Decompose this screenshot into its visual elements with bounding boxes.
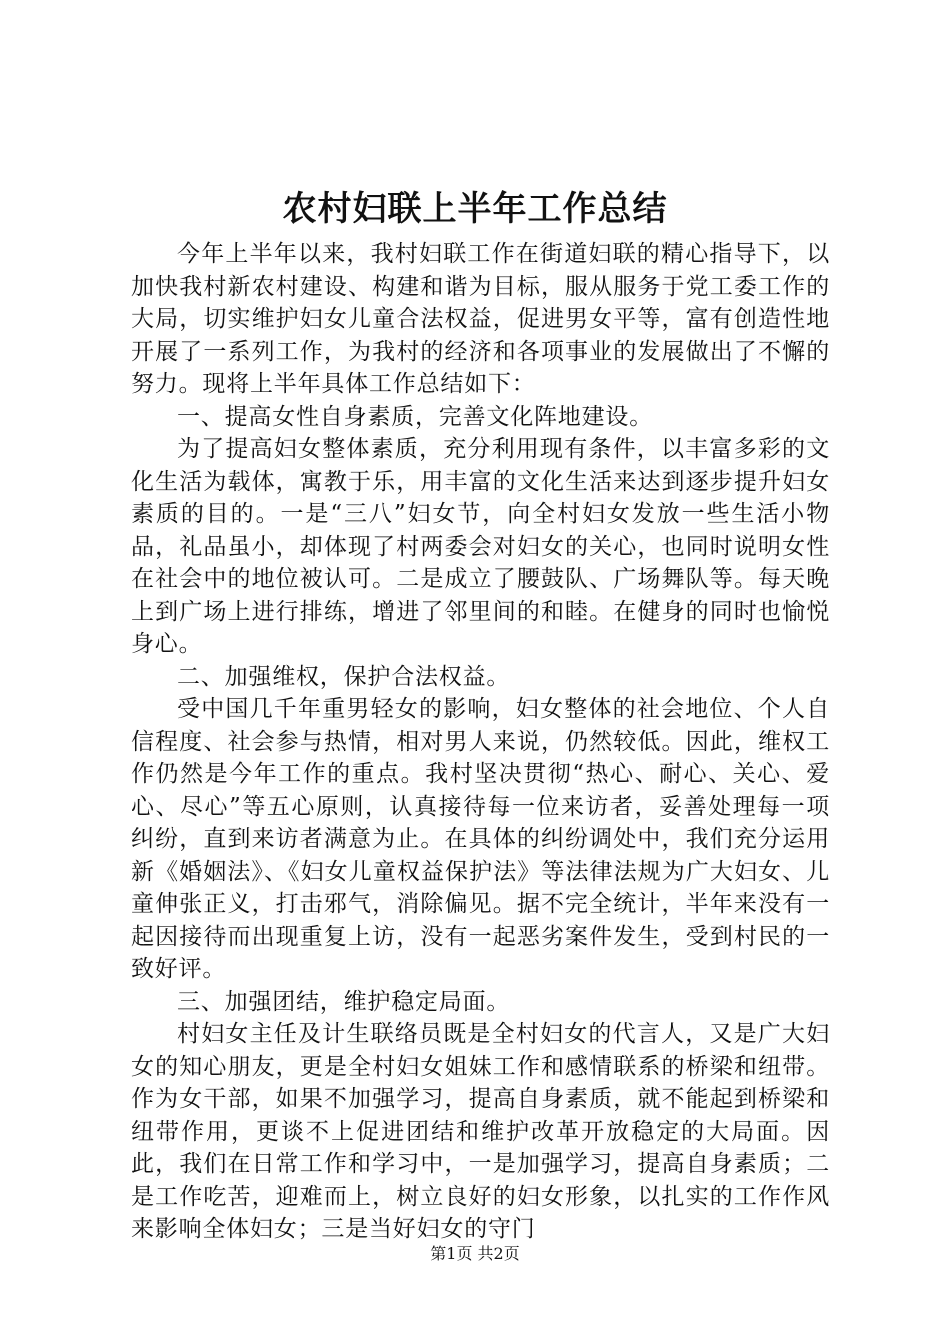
section-heading-3: 三、加强团结，维护稳定局面。: [177, 988, 511, 1015]
paragraph-intro: 今年上半年以来，我村妇联工作在街道妇联的精心指导下，以加快我村新农村建设、构建和谐为目标，服从服务于党工委工作的大局，切实维护妇女儿童合法权益，促进男女平等，富有创造性地开展了一系列工作，为我村的经济和各项事业的发展做出了不懈的努力。现将上半年具体工作总结如下：: [131, 241, 830, 397]
paragraph-section-3: 村妇女主任及计生联络员既是全村妇女的代言人，又是广大妇女的知心朋友，更是全村妇女姐妹工作和感情联系的桥梁和纽带。作为女干部，如果不加强学习，提高自身素质，就不能起到桥梁和纽带作用，更谈不上促进团结和维护改革开放稳定的大局面。因此，我们在日常工作和学习中，一是加强学习，提高自身素质；二是工作吃苦，迎难而上，树立良好的妇女形象，以扎实的工作作风来影响全体妇女；三是当好妇女的守门: [131, 1021, 830, 1242]
paragraph-section-1: 为了提高妇女整体素质，充分利用现有条件，以丰富多彩的文化生活为载体，寓教于乐，用丰富的文化生活来达到逐步提升妇女素质的目的。一是“三八”妇女节，向全村妇女发放一些生活小物品，礼品虽小，却体现了村两委会对妇女的关心，也同时说明女性在社会中的地位被认可。二是成立了腰鼓队、广场舞队等。每天晚上到广场上进行排练，增进了邻里间的和睦。在健身的同时也愉悦身心。: [131, 436, 830, 657]
document-body: [131, 238, 830, 1246]
section-heading-1: 一、提高女性自身素质，完善文化阵地建设。: [177, 403, 653, 430]
page-footer: 第1页 共2页: [430, 1244, 520, 1263]
document-title: 农村妇联上半年工作总结: [282, 189, 668, 229]
section-heading-2: 二、加强维权，保护合法权益。: [177, 663, 511, 690]
paragraph-section-2: 受中国几千年重男轻女的影响，妇女整体的社会地位、个人自信程度、社会参与热情，相对男人来说，仍然较低。因此，维权工作仍然是今年工作的重点。我村坚决贯彻“热心、耐心、关心、爱心、尽心”等五心原则，认真接待每一位来访者，妥善处理每一项纠纷，直到来访者满意为止。在具体的纠纷调处中，我们充分运用新《婚姻法》、《妇女儿童权益保护法》等法律法规为广大妇女、儿童伸张正义，打击邪气，消除偏见。据不完全统计，半年来没有一起因接待而出现重复上访，没有一起恶劣案件发生，受到村民的一致好评。: [131, 696, 830, 982]
